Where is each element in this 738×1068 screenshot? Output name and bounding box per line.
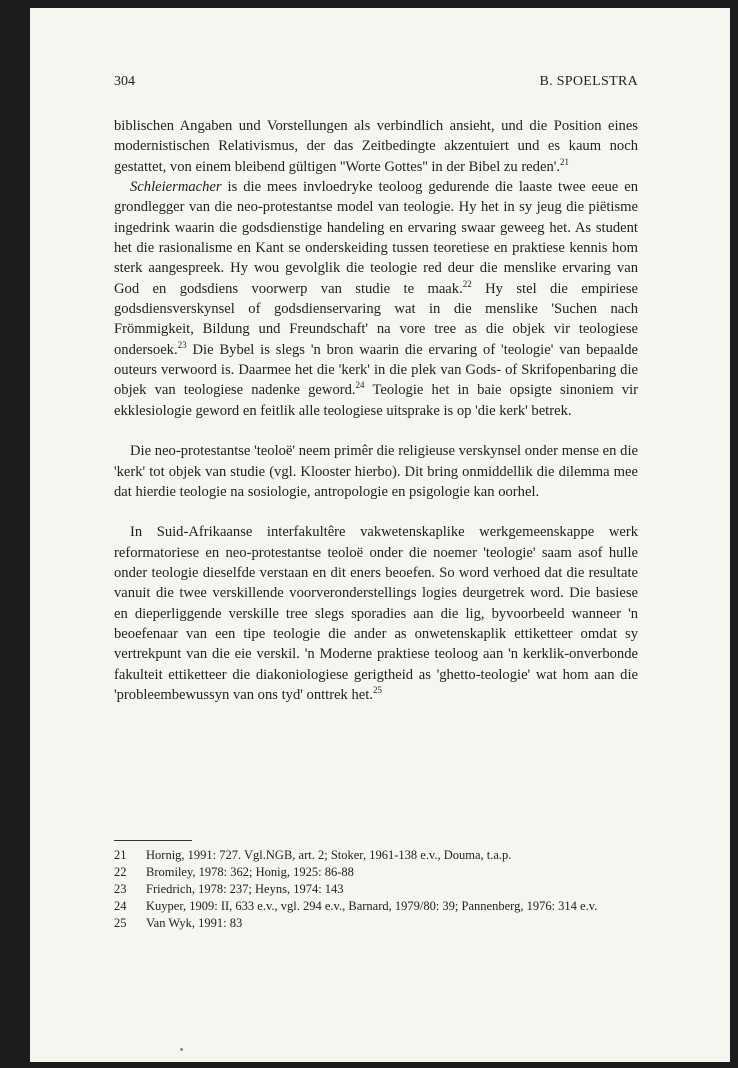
footnote-number: 23 — [114, 882, 127, 896]
footnote — [114, 864, 638, 881]
footnote-text: Bromiley, 1978: 362; Honig, 1925: 86-88 — [146, 865, 354, 879]
footnote-ref-21: 21 — [560, 156, 570, 167]
footnote-text: Hornig, 1991: 727. Vgl.NGB, art. 2; Stoker, 1961-138 e.v., Douma, t.a.p. — [146, 848, 512, 862]
footnote-text: Van Wyk, 1991: 83 — [146, 916, 243, 930]
footnote-rule — [114, 840, 192, 841]
running-author: B. SPOELSTRA — [539, 74, 638, 89]
paragraph-2-text-1: is die mees invloedryke teoloog gedurende die laaste twee eeue en grondlegger van die neo-protestantse model van teologie. Hy het in sy jeug die piëtisme ingedrink waarin die godsdienstige handeling en ervaring swaar geweeg het. As student het die rasionalisme en Kant se onderskeiding tussen teoretiese en praktiese kennis hom sterk aangespreek. Hy wou gevolglik die teologie red deur die menslike ervaring van God en godsdiens voorwerp van studie te maak. — [114, 179, 638, 297]
paragraph-1-text: biblischen Angaben und Vorstellungen als verbindlich ansieht, und die Position eines modernistischen Relativismus, der das Zeitbedingte akzentuiert und es kaum noch gestattet, von einem bleibend gültigen ''Worte Gottes'' in der Bibel zu reden'. — [114, 118, 638, 175]
footnote-ref-22: 22 — [462, 278, 472, 289]
paragraph-2 — [114, 177, 638, 421]
running-header — [114, 74, 638, 94]
paragraph-3: Die neo-protestantse 'teoloë' neem primêr die religieuse verskynsel onder mense en die 'kerk' tot objek van studie (vgl. Klooster hierbo). Dit bring onmiddellik die dilemma mee dat hierdie teologie na sosiologie, antropologie en psigologie kan oorhel. — [114, 443, 638, 500]
scan-speck — [180, 1048, 183, 1051]
paragraph-2-text-2: Hy stel die empiriese godsdiensverskynsel of godsdienservaring wat in die menslike 'Suchen nach Frömmigkeit, Bildung und Freundschaft' na vore tree as die objek vir teologiese ondersoek. — [114, 280, 638, 358]
footnote — [114, 847, 638, 864]
footnote-text: Kuyper, 1909: II, 633 e.v., vgl. 294 e.v., Barnard, 1979/80: 39; Pannenberg, 1976: 314 e.v. — [146, 899, 598, 913]
paragraph-4-text: In Suid-Afrikaanse interfakultêre vakwetenskaplike werkgemeenskappe werk reformatoriese en neo-protestantse teoloë onder die noemer 'teologie' saam asof hulle onder teologie dieselfde verstaan en dit eners beoefen. So word verhoed dat die resultate vanuit die twee verskillende voorveronderstellings logies deurgetrek word. Die basiese en dieperliggende verskille tree slegs sporadies aan die lig, byvoorbeeld wanneer 'n beoefenaar van een tipe teologie die ander as onwetenskaplik ettiketteer omdat sy vertrekpunt van die eie verskil. 'n Moderne praktiese teoloog aan 'n kerklik-onverbonde fakulteit ettiketteer die diakoniologiese gerigtheid as 'ghetto-teologie' wat hom aan die 'probleembewussyn van ons tyd' onttrek het. — [114, 524, 638, 703]
footnote — [114, 898, 638, 915]
footnote-number: 25 — [114, 916, 127, 930]
footnote-number: 21 — [114, 848, 127, 862]
page-number: 304 — [114, 74, 135, 89]
paragraph-2-text-4: Teologie het in baie opsigte sinoniem vir ekklesiologie geword en feitlik alle teologiese uitsprake is op 'die kerk' betrek. — [114, 382, 638, 419]
footnote-text: Friedrich, 1978: 237; Heyns, 1974: 143 — [146, 882, 344, 896]
paragraph-gap — [114, 421, 638, 441]
footnote — [114, 881, 638, 898]
footnote-number: 24 — [114, 899, 127, 913]
footnote-ref-25: 25 — [372, 685, 382, 696]
body-text — [114, 116, 638, 705]
footnotes — [114, 847, 638, 932]
footnote-ref-24: 24 — [355, 380, 365, 391]
scanned-page — [30, 8, 730, 1062]
paragraph-gap — [114, 502, 638, 522]
footnote — [114, 915, 638, 932]
paragraph-1 — [114, 116, 638, 177]
footnote-ref-23: 23 — [177, 339, 187, 350]
italic-name: Schleiermacher — [130, 179, 222, 196]
paragraph-4 — [114, 522, 638, 705]
footnote-number: 22 — [114, 865, 127, 879]
paragraph-2-text-3: Die Bybel is slegs 'n bron waarin die ervaring of 'teologie' van bepaalde outeurs verwoord is. Daarmee het die 'kerk' in die plek van Gods- of Skrifopenbaring die objek van teologiese nadenke geword. — [114, 341, 638, 399]
